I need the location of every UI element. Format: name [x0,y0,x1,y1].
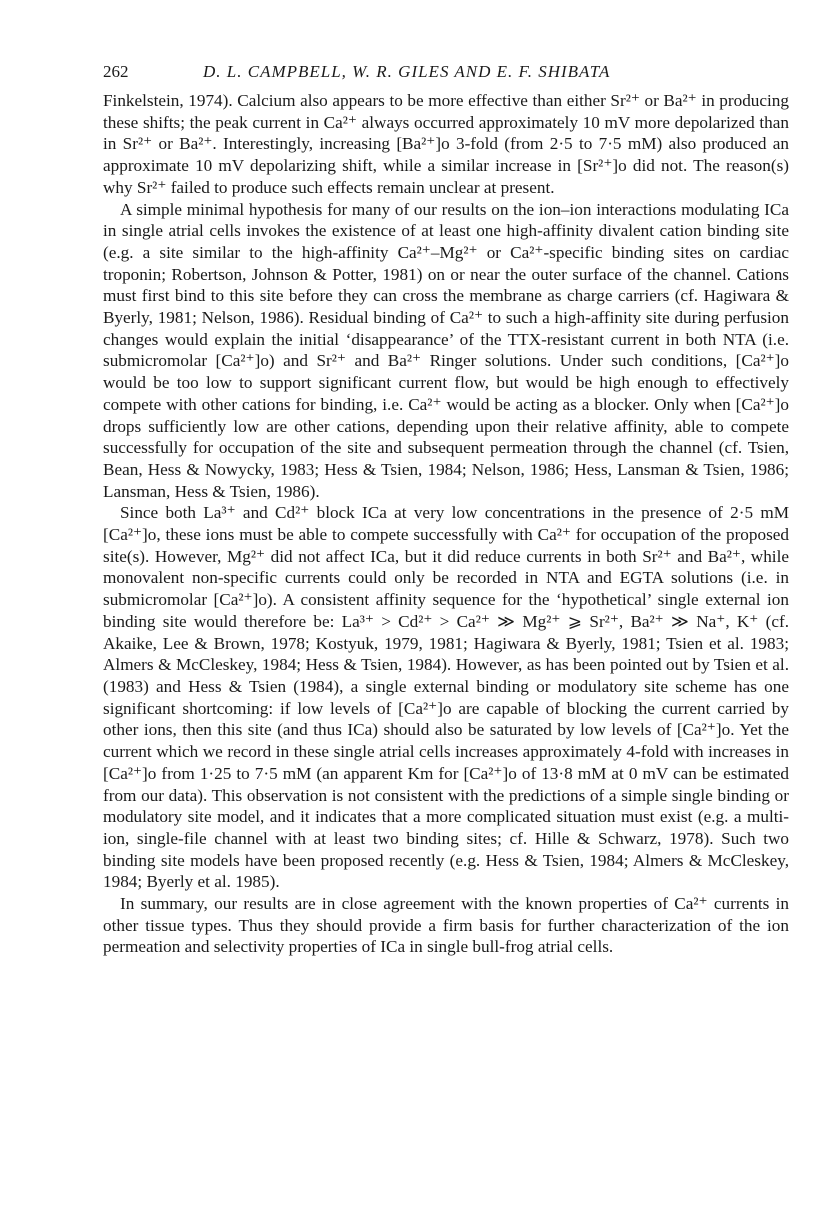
paragraph-1: Finkelstein, 1974). Calcium also appears to be more effective than either Sr²⁺ or Ba²⁺ in producing these shifts; the peak current in Ca²⁺ always occurred approximately 10 mV more depolarized than in Sr²⁺ or Ba²⁺. Interestingly, increasing [Ba²⁺]o 3-fold (from 2·5 to 7·5 mM) also produced an approximate 10 mV depolarizing shift, while a similar increase in [Sr²⁺]o did not. The reason(s) why Sr²⁺ failed to produce such effects remain unclear at present. [103,91,789,197]
journal-page [103,62,789,958]
page-number: 262 [103,62,129,81]
article-body [103,90,789,958]
paragraph-3: Since both La³⁺ and Cd²⁺ block ICa at very low concentrations in the presence of 2·5 mM [Ca²⁺]o, these ions must be able to compete successfully with Ca²⁺ for occupation of the proposed site(s). However, Mg²⁺ did not affect ICa, but it did reduce currents in both Sr²⁺ and Ba²⁺, while monovalent non-specific currents could only be recorded in NTA and EGTA solutions (i.e. in submicromolar [Ca²⁺]o). A consistent affinity sequence for the ‘hypothetical’ single external ion binding site would therefore be: La³⁺ > Cd²⁺ > Ca²⁺ ≫ Mg²⁺ ⩾ Sr²⁺, Ba²⁺ ≫ Na⁺, K⁺ (cf. Akaike, Lee & Brown, 1978; Kostyuk, 1979, 1981; Hagiwara & Byerly, 1981; Tsien et al. 1983; Almers & McCleskey, 1984; Hess & Tsien, 1984). However, as has been pointed out by Tsien et al. (1983) and Hess & Tsien (1984), a single external binding or modulatory site scheme has one significant shortcoming: if low levels of [Ca²⁺]o are capable of blocking the current carried by other ions, then this site (and thus ICa) should also be saturated by low levels of [Ca²⁺]o. Yet the current which we record in these single atrial cells increases approximately 4-fold with increases in [Ca²⁺]o from 1·25 to 7·5 mM (an apparent Km for [Ca²⁺]o of 13·8 mM at 0 mV can be estimated from our data). This observation is not consistent with the predictions of a simple single binding or modulatory site model, and it indicates that a more complicated situation must exist (e.g. a multi-ion, single-file channel with at least two binding sites; cf. Hille & Schwarz, 1978). Such two binding site models have been proposed recently (e.g. Hess & Tsien, 1984; Almers & McCleskey, 1984; Byerly et al. 1985). [103,503,789,892]
running-title: D. L. CAMPBELL, W. R. GILES AND E. F. SHIBATA [203,62,611,81]
page-header [103,62,789,90]
paragraph-2: A simple minimal hypothesis for many of our results on the ion–ion interactions modulating ICa in single atrial cells invokes the existence of at least one high-affinity divalent cation binding site (e.g. a site similar to the high-affinity Ca²⁺–Mg²⁺ or Ca²⁺-specific binding sites on cardiac troponin; Robertson, Johnson & Potter, 1981) on or near the outer surface of the channel. Cations must first bind to this site before they can cross the membrane as charge carriers (cf. Hagiwara & Byerly, 1981; Nelson, 1986). Residual binding of Ca²⁺ to such a high-affinity site during perfusion changes would explain the initial ‘disappearance’ of the TTX-resistant current in both NTA (i.e. submicromolar [Ca²⁺]o) and Sr²⁺ and Ba²⁺ Ringer solutions. Under such conditions, [Ca²⁺]o would be too low to support significant current flow, but would be high enough to effectively compete with other cations for binding, i.e. Ca²⁺ would be acting as a blocker. Only when [Ca²⁺]o drops sufficiently low are other cations, depending upon their relative affinity, able to compete successfully for occupation of the site and subsequent permeation through the channel (cf. Tsien, Bean, Hess & Nowycky, 1983; Hess & Tsien, 1984; Nelson, 1986; Hess, Lansman & Tsien, 1986; Lansman, Hess & Tsien, 1986). [103,199,789,501]
paragraph-4: In summary, our results are in close agreement with the known properties of Ca²⁺ currents in other tissue types. Thus they should provide a firm basis for further characterization of the ion permeation and selectivity properties of ICa in single bull-frog atrial cells. [103,894,789,957]
